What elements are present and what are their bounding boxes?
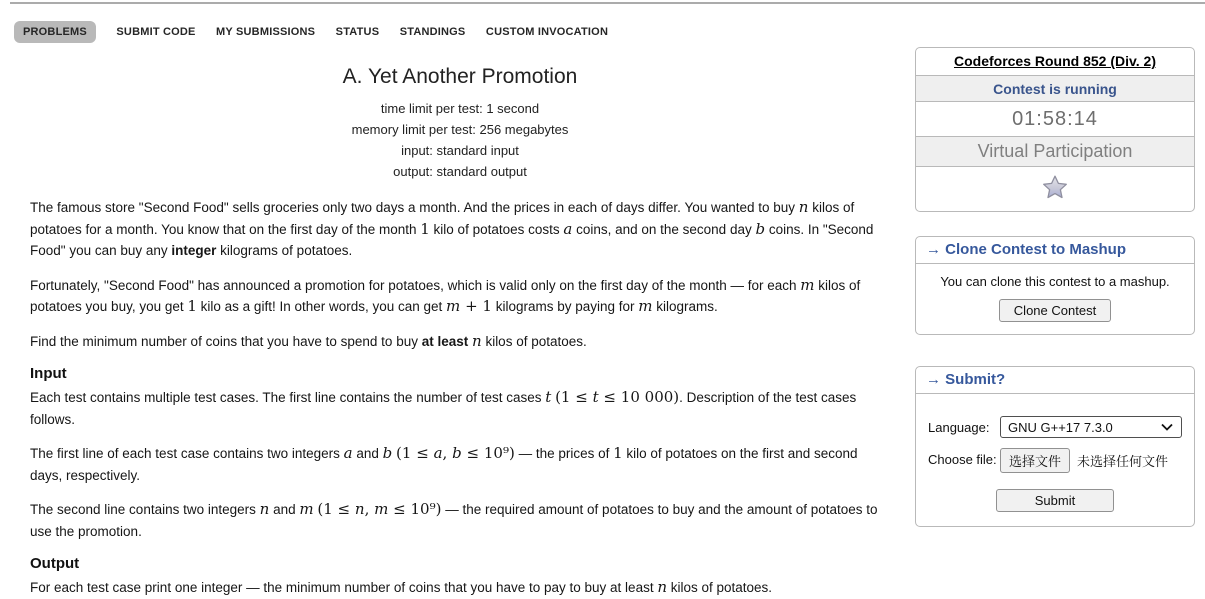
file-input: [1000, 448, 1168, 473]
input-section-title: Input: [30, 365, 67, 382]
tab-my-submissions[interactable]: MY SUBMISSIONS: [216, 26, 316, 38]
tab-problems[interactable]: PROBLEMS: [14, 21, 96, 43]
output-paragraph: For each test case print one integer — the minimum number of coins that you have to pay to buy at least n kilos of potatoes.: [30, 578, 773, 596]
clone-box-header-link[interactable]: → Clone Contest to Mashup: [926, 241, 1126, 258]
submit-box: [915, 366, 1195, 527]
contest-timer: 01:58:14: [916, 102, 1194, 137]
language-row: [928, 416, 1182, 438]
language-select[interactable]: [1000, 416, 1182, 438]
star-icon[interactable]: [1041, 174, 1069, 200]
favorite-row: [916, 167, 1194, 211]
output-section-title: Output: [30, 555, 80, 572]
file-status-text: 未选择任何文件: [1077, 454, 1169, 469]
contest-status: Contest is running: [916, 76, 1194, 102]
clone-contest-box: [915, 236, 1195, 335]
output-spec: output: standard output: [393, 164, 527, 179]
statement-paragraph: Find the minimum number of coins that you have to spend to buy at least n kilos of potatoes.: [30, 331, 587, 350]
submit-box-header-link[interactable]: → Submit?: [926, 371, 1006, 388]
input-paragraph: Each test contains multiple test cases. The first line contains the number of test cases t (1 ≤ t ≤ 10 000). Description of the test cases follows.: [30, 388, 857, 427]
choose-file-button[interactable]: 选择文件: [1000, 448, 1070, 473]
contest-title-link[interactable]: Codeforces Round 852 (Div. 2): [953, 53, 1156, 69]
participation-mode: Virtual Participation: [916, 137, 1194, 167]
clone-box-header: [916, 237, 1194, 264]
contest-tabs: [14, 21, 624, 43]
time-limit: time limit per test: 1 second: [380, 101, 540, 116]
chevron-down-icon: [1161, 423, 1173, 431]
input-paragraph: The first line of each test case contains two integers a and b (1 ≤ a, b ≤ 10⁹) — the prices of 1 kilo of potatoes on the first and second days, respectively.: [30, 444, 858, 483]
submit-form: [916, 394, 1194, 526]
tab-standings[interactable]: STANDINGS: [399, 26, 466, 38]
submit-button[interactable]: Submit: [996, 489, 1114, 512]
choose-file-label: Choose file:: [928, 452, 997, 467]
statement-paragraph: Fortunately, "Second Food" has announced a promotion for potatoes, which is valid only on the first day of the month — for each m kilos of potatoes you buy, you get 1 kilo as a gift! In other words, you can get m + 1 kilograms by paying for m kilograms.: [30, 275, 861, 315]
choose-file-row: [928, 448, 1182, 473]
clone-contest-button[interactable]: Clone Contest: [999, 299, 1111, 322]
problem-title: A. Yet Another Promotion: [342, 65, 578, 88]
tab-status[interactable]: STATUS: [335, 26, 380, 38]
input-spec: input: standard input: [401, 143, 519, 158]
contest-title-row: [916, 48, 1194, 76]
clone-description: You can clone this contest to a mashup.: [940, 274, 1170, 289]
statement-paragraph: The famous store "Second Food" sells groceries only two days a month. And the prices in each of days differ. You wanted to buy n kilos of potatoes for a month. You know that on the first day of the month 1 kilo of potatoes costs a coins, and on the second day b coins. In "Second Food" you can buy any integer kilograms of potatoes.: [30, 198, 874, 258]
input-paragraph: The second line contains two integers n and m (1 ≤ n, m ≤ 10⁹) — the required amount of potatoes to buy and the amount of potatoes to use the promotion.: [30, 500, 878, 539]
top-divider: [10, 2, 1205, 4]
tab-custom-invocation[interactable]: CUSTOM INVOCATION: [485, 26, 609, 38]
memory-limit: memory limit per test: 256 megabytes: [351, 122, 569, 137]
submit-row: [928, 489, 1182, 512]
problem-statement: [30, 64, 890, 599]
submit-box-header: [916, 367, 1194, 394]
tab-submit-code[interactable]: SUBMIT CODE: [116, 26, 196, 38]
clone-box-body: [916, 264, 1194, 334]
problem-limits: [30, 98, 890, 182]
sidebar: [915, 47, 1195, 527]
contest-info-box: [915, 47, 1195, 212]
language-label: Language:: [928, 420, 990, 435]
language-selected-value: GNU G++17 7.3.0: [1008, 419, 1113, 435]
